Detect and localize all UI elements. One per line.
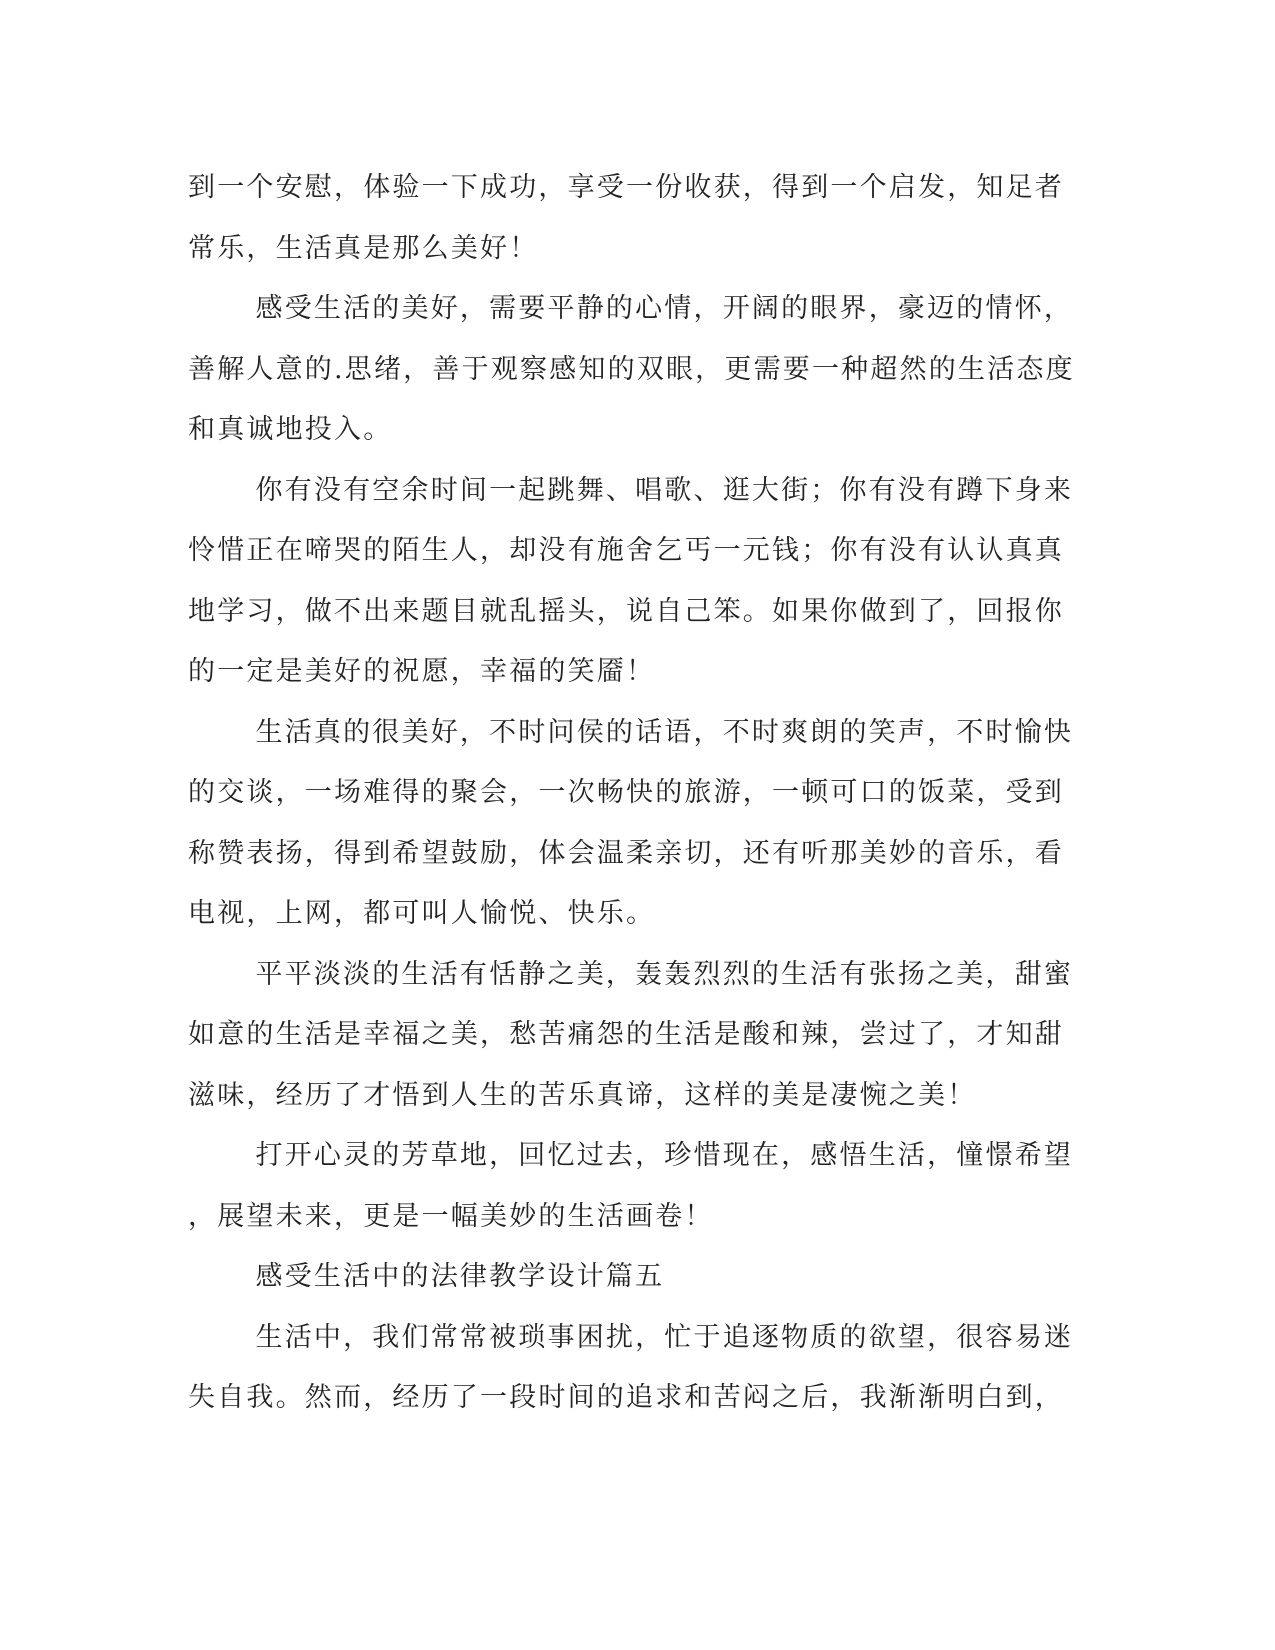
paragraph-life-beautiful: [188, 703, 1074, 945]
text-line: 生活中，我们常常被琐事困扰，忙于追逐物质的欲望，很容易迷: [255, 1321, 1074, 1353]
text-line: 生活真的很美好，不时问侯的话语，不时爽朗的笑声，不时愉快: [255, 716, 1074, 748]
text-line: 失自我。然而，经历了一段时间的追求和苦闷之后，我渐渐明白到，: [188, 1382, 1064, 1413]
text-line: 称赞表扬，得到希望鼓励，体会温柔亲切，还有听那美妙的音乐，看: [188, 837, 1064, 869]
text-line: 滋味，经历了才悟到人生的苦乐真谛，这样的美是凄惋之美！: [188, 1079, 977, 1111]
paragraph-in-life: [188, 1308, 1074, 1429]
text-line: 如意的生活是幸福之美，愁苦痛怨的生活是酸和辣，尝过了，才知甜: [188, 1019, 1064, 1050]
text-line: 怜惜正在啼哭的陌生人，却没有施舍乞丐一元钱；你有没有认认真真: [188, 535, 1064, 566]
text-line: 感受生活的美好，需要平静的心情，开阔的眼界，豪迈的情怀，: [255, 293, 1074, 324]
paragraph-continuation: [188, 158, 1068, 279]
text-line: 打开心灵的芳草地，回忆过去，珍惜现在，感悟生活，憧憬希望: [255, 1140, 1074, 1171]
text-line: ，展望未来，更是一幅美妙的生活画卷！: [188, 1200, 714, 1232]
document-body: [188, 158, 1075, 1429]
text-line: 到一个安慰，体验一下成功，享受一份收获，得到一个启发，知足者: [188, 172, 1064, 203]
section-heading: [188, 1247, 1068, 1308]
paragraph-kinds-of-beauty: [188, 945, 1074, 1127]
text-line: 善解人意的.思绪，善于观察感知的双眼，更需要一种超然的生活态度: [188, 353, 1075, 385]
paragraph-questions: [188, 461, 1074, 703]
text-line: 的交谈，一场难得的聚会，一次畅快的旅游，一顿可口的饭菜，受到: [188, 777, 1064, 808]
paragraph-open-heart: [188, 1126, 1074, 1247]
section-title: 感受生活中的法律教学设计篇五: [255, 1261, 665, 1292]
text-line: 的一定是美好的祝愿，幸福的笑靥！: [188, 656, 656, 687]
text-line: 和真诚地投入。: [188, 414, 393, 445]
text-line: 平平淡淡的生活有恬静之美，轰轰烈烈的生活有张扬之美，甜蜜: [255, 958, 1074, 990]
text-line: 常乐，生活真是那么美好！: [188, 232, 539, 264]
paragraph-feel-life: [188, 279, 1075, 461]
text-line: 地学习，做不出来题目就乱摇头，说自己笨。如果你做到了，回报你: [188, 595, 1064, 627]
text-line: 你有没有空余时间一起跳舞、唱歌、逛大街；你有没有蹲下身来: [255, 474, 1074, 506]
text-line: 电视，上网，都可叫人愉悦、快乐。: [188, 898, 656, 929]
